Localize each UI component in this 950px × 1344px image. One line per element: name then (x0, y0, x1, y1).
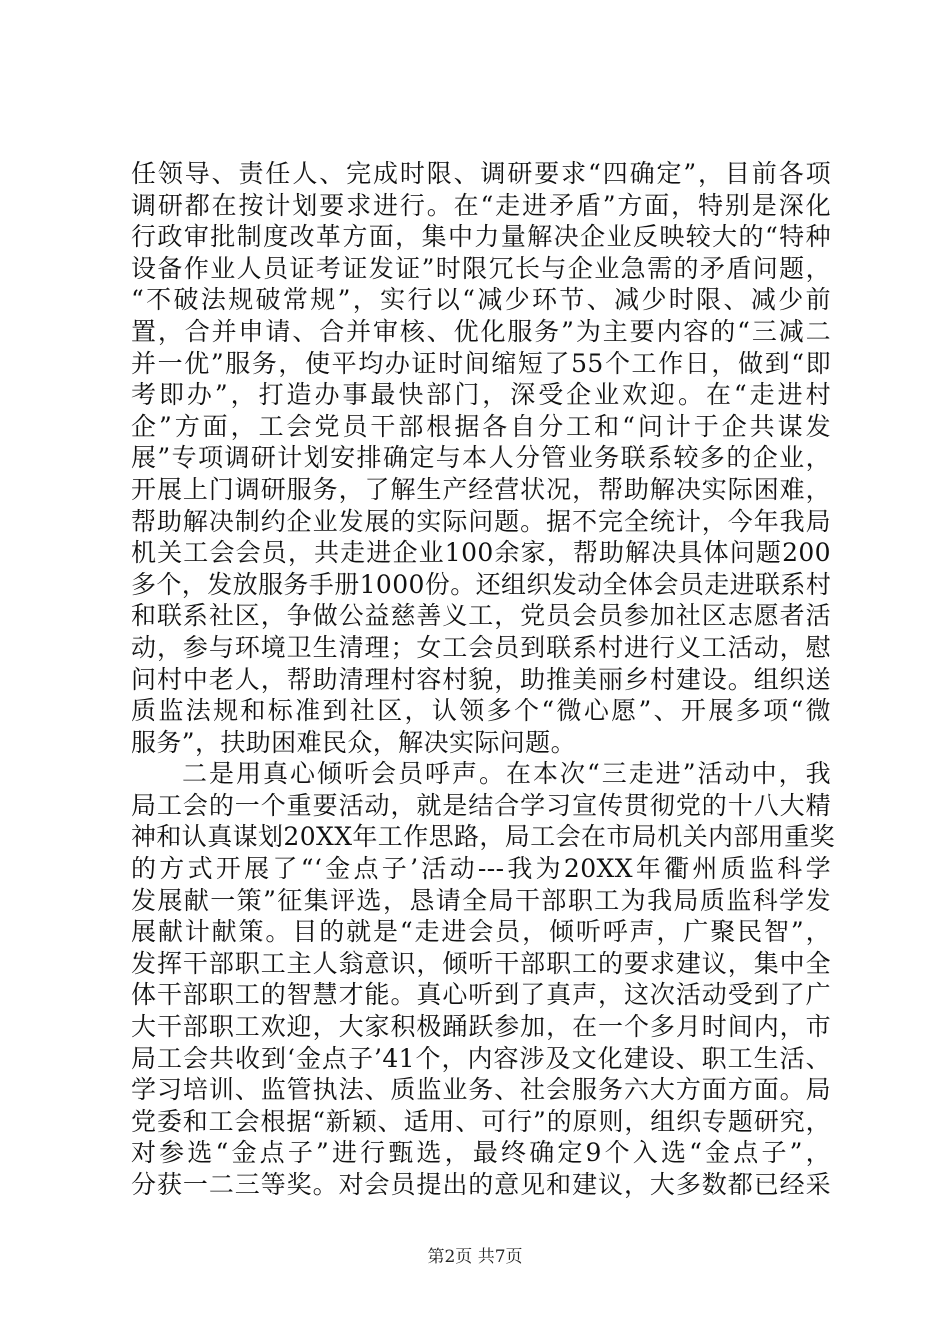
text-line: 和联系社区，争做公益慈善义工，党员会员参加社区志愿者活 (131, 601, 831, 631)
text-line: 发展献一策”征集评选，恳请全局干部职工为我局质监科学发 (131, 885, 831, 915)
page-footer: 第2页 共7页 (427, 1247, 523, 1267)
text-line: 帮助解决制约企业发展的实际问题。据不完全统计，今年我局 (131, 506, 831, 536)
text-line: 动，参与环境卫生清理；女工会员到联系村进行义工活动，慰 (131, 632, 831, 662)
text-line: 服务”，扶助困难民众，解决实际问题。 (131, 727, 576, 757)
text-line: 调研都在按计划要求进行。在“走进矛盾”方面，特别是深化 (131, 190, 831, 220)
text-line: 展”专项调研计划安排确定与本人分管业务联系较多的企业， (131, 443, 831, 473)
document-body (131, 158, 836, 1201)
text-line: 党委和工会根据“新颖、适用、可行”的原则，组织专题研究， (131, 1106, 831, 1136)
text-line: 局工会共收到‘金点子’41个，内容涉及文化建设、职工生活、 (131, 1043, 831, 1073)
text-line: 开展上门调研服务，了解生产经营状况，帮助解决实际困难， (131, 474, 831, 504)
text-line: 局工会的一个重要活动，就是结合学习宣传贯彻党的十八大精 (131, 790, 831, 820)
text-line: 考即办”，打造办事最快部门，深受企业欢迎。在“走进村 (131, 380, 831, 410)
text-line: 机关工会会员，共走进企业100余家，帮助解决具体问题200 (131, 538, 831, 568)
text-line: 设备作业人员证考证发证”时限冗长与企业急需的矛盾问题， (131, 253, 831, 283)
paragraph (131, 758, 836, 1200)
text-line: 置，合并申请、合并审核、优化服务”为主要内容的“三减二 (131, 316, 831, 346)
text-line: 质监法规和标准到社区，认领多个“微心愿”、开展多项“微 (131, 696, 831, 726)
text-line: 二是用真心倾听会员呼声。在本次“三走进”活动中，我 (182, 759, 831, 789)
paragraph (131, 158, 831, 758)
text-line: 对参选“金点子”进行甄选，最终确定9个入选“金点子”， (131, 1138, 831, 1168)
text-line: 学习培训、监管执法、质监业务、社会服务六大方面方面。局 (131, 1075, 831, 1105)
text-line: 的方式开展了“‘金点子’活动---我为20XX年衢州质监科学 (131, 854, 831, 884)
text-line: “不破法规破常规”，实行以“减少环节、减少时限、减少前 (131, 285, 831, 315)
text-line: 多个，发放服务手册1000份。还组织发动全体会员走进联系村 (131, 569, 832, 599)
text-line: 并一优”服务，使平均办证时间缩短了55个工作日，做到“即 (131, 348, 831, 378)
text-line: 大干部职工欢迎，大家积极踊跃参加，在一个多月时间内，市 (131, 1012, 831, 1042)
text-line: 分获一二三等奖。对会员提出的意见和建议，大多数都已经采 (131, 1170, 831, 1199)
text-line: 展献计献策。目的就是“走进会员，倾听呼声，广聚民智”， (131, 917, 831, 947)
text-line: 发挥干部职工主人翁意识，倾听干部职工的要求建议，集中全 (131, 948, 831, 978)
text-line: 行政审批制度改革方面，集中力量解决企业反映较大的“特种 (131, 222, 831, 252)
text-line: 体干部职工的智慧才能。真心听到了真声，这次活动受到了广 (131, 980, 831, 1010)
text-line: 问村中老人，帮助清理村容村貌，助推美丽乡村建设。组织送 (131, 664, 831, 694)
text-line: 神和认真谋划20XX年工作思路，局工会在市局机关内部用重奖 (131, 822, 836, 852)
text-line: 企”方面，工会党员干部根据各自分工和“问计于企共谋发 (131, 411, 831, 441)
text-line: 任领导、责任人、完成时限、调研要求“四确定”，目前各项 (131, 159, 831, 188)
